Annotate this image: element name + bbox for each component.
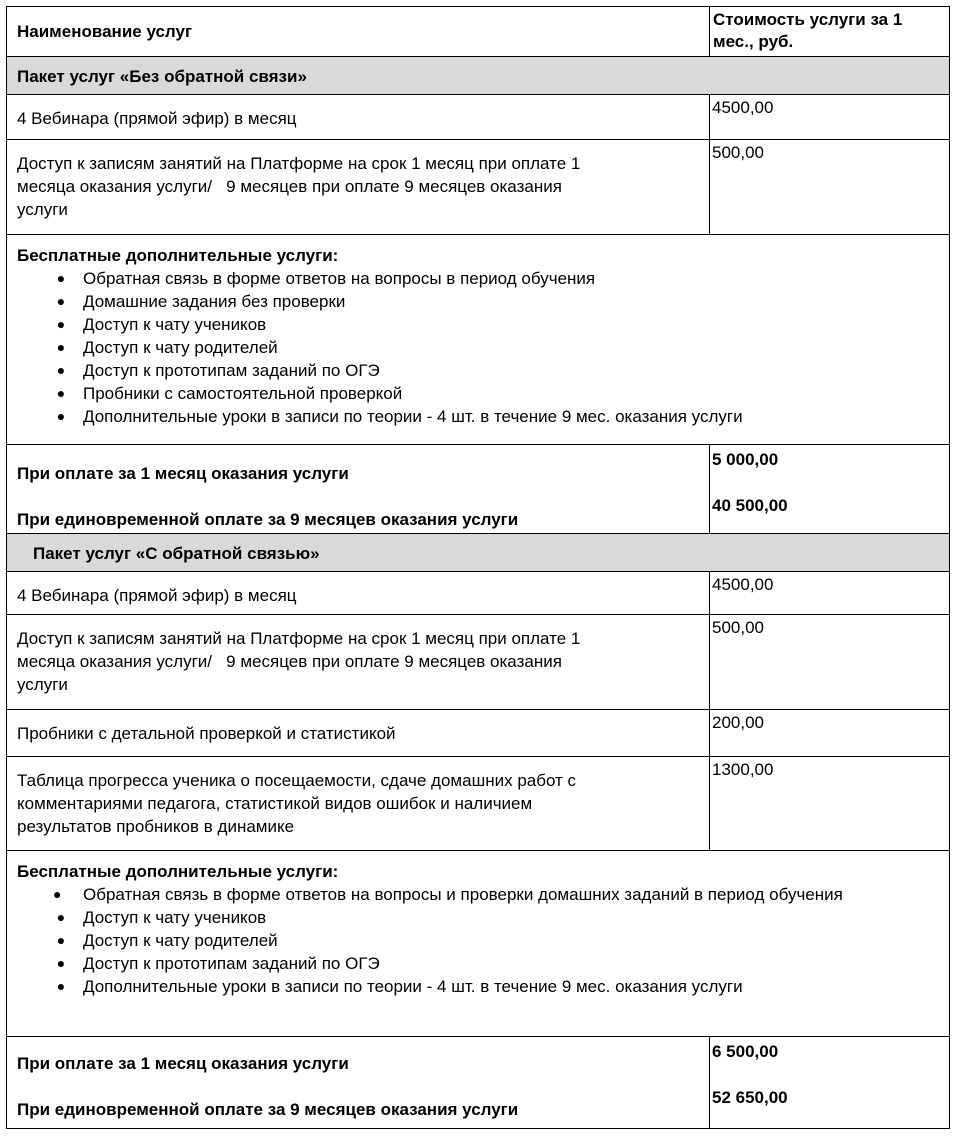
service-name-cell [7, 140, 710, 235]
list-item: ● Доступ к чату учеников [17, 906, 939, 929]
bullet-icon: ● [56, 978, 66, 994]
service-cost-cell [710, 757, 950, 851]
service-name [17, 615, 709, 696]
service-name-cell [7, 710, 710, 757]
totals-value-cell [710, 445, 950, 534]
total-nine-months-label: При единовременной оплате за 9 месяцев оказания услуги [17, 510, 519, 529]
service-cost: 4500,00 [712, 575, 774, 594]
bullet-icon: ● [56, 408, 66, 424]
service-name: 4 Вебинара (прямой эфир) в месяц [17, 586, 297, 605]
free-services-row [7, 235, 950, 445]
totals-row [7, 1037, 950, 1129]
service-name-line: месяца оказания услуги/ 9 месяцев при оплате 9 месяцев оказания [17, 177, 562, 196]
package-title-row [7, 534, 950, 572]
totals-row [7, 445, 950, 534]
free-services-list [17, 267, 939, 428]
service-name-line: услуги [17, 200, 68, 219]
column-header-cost [710, 7, 950, 57]
free-services-cell [7, 851, 950, 1037]
list-item: ● Доступ к прототипам заданий по ОГЭ [17, 952, 939, 975]
package-title-row [7, 57, 950, 95]
service-cost: 200,00 [712, 713, 764, 732]
total-monthly-value: 5 000,00 [712, 450, 779, 469]
free-services-row [7, 851, 950, 1037]
service-name-line: месяца оказания услуги/ 9 месяцев при оплате 9 месяцев оказания [17, 652, 562, 671]
package-title-cell [7, 57, 950, 95]
package-title: Пакет услуг «Без обратной связи» [17, 67, 307, 86]
total-monthly-label: При оплате за 1 месяц оказания услуги [17, 464, 349, 483]
service-name: Пробники с детальной проверкой и статистикой [17, 724, 396, 743]
service-cost: 500,00 [712, 618, 764, 637]
list-item: ● Дополнительные уроки в записи по теории - 4 шт. в течение 9 мес. оказания услуги [17, 405, 939, 428]
total-nine-months-value: 52 650,00 [712, 1088, 788, 1107]
package-title-cell [7, 534, 950, 572]
service-name: 4 Вебинара (прямой эфир) в месяц [17, 109, 297, 128]
column-header-name [7, 7, 710, 57]
list-item: ● Домашние задания без проверки [17, 290, 939, 313]
list-item: ● Дополнительные уроки в записи по теории - 4 шт. в течение 9 мес. оказания услуги [17, 975, 939, 998]
bullet-icon: ● [53, 886, 62, 902]
service-cost-cell [710, 140, 950, 235]
list-item: ● Доступ к прототипам заданий по ОГЭ [17, 359, 939, 382]
bullet-icon: ● [56, 932, 66, 948]
total-nine-months-value: 40 500,00 [712, 496, 788, 515]
service-name-line: комментариями педагога, статистикой видов ошибок и наличием [17, 794, 533, 813]
bullet-icon: ● [56, 362, 66, 378]
bullet-icon: ● [56, 270, 66, 286]
list-item: ● Обратная связь в форме ответов на вопросы в период обучения [17, 267, 939, 290]
list-item: ● Доступ к чату родителей [17, 336, 939, 359]
table-row [7, 140, 950, 235]
bullet-icon: ● [56, 339, 66, 355]
column-header-cost-line1: Стоимость услуги за 1 [713, 10, 903, 29]
list-item: ● Доступ к чату родителей [17, 929, 939, 952]
table-row [7, 572, 950, 615]
service-name-line: Таблица прогресса ученика о посещаемости, сдаче домашних работ с [17, 771, 577, 790]
service-cost-cell [710, 95, 950, 140]
totals-value-cell [710, 1037, 950, 1129]
free-services-list [17, 883, 939, 998]
service-name-cell [7, 757, 710, 851]
list-item: ● Обратная связь в форме ответов на вопросы и проверки домашних заданий в период обучения [53, 885, 843, 904]
totals-label-cell [7, 1037, 710, 1129]
service-cost: 500,00 [712, 143, 764, 162]
service-cost-cell [710, 572, 950, 615]
free-services-title: Бесплатные дополнительные услуги: [17, 246, 339, 265]
service-name-line: услуги [17, 675, 68, 694]
column-header-cost-line2: мес., руб. [713, 32, 794, 51]
list-item: ● Доступ к чату учеников [17, 313, 939, 336]
service-name-cell [7, 615, 710, 710]
service-cost-cell [710, 615, 950, 710]
free-services-title: Бесплатные дополнительные услуги: [17, 862, 339, 881]
service-name-cell [7, 95, 710, 140]
service-cost: 4500,00 [712, 98, 774, 117]
column-header-name-label: Наименование услуг [17, 22, 193, 41]
service-name-cell [7, 572, 710, 615]
total-monthly-value: 6 500,00 [712, 1042, 779, 1061]
bullet-icon: ● [56, 293, 66, 309]
bullet-icon: ● [56, 385, 66, 401]
package-title: Пакет услуг «С обратной связью» [33, 544, 320, 563]
price-table [6, 6, 950, 1129]
service-name-line: результатов пробников в динамике [17, 817, 295, 836]
totals-label-cell [7, 445, 710, 534]
total-monthly-label: При оплате за 1 месяц оказания услуги [17, 1054, 349, 1073]
bullet-icon: ● [56, 955, 66, 971]
service-name [17, 757, 709, 838]
total-nine-months-label: При единовременной оплате за 9 месяцев оказания услуги [17, 1100, 519, 1119]
service-name [17, 140, 709, 221]
table-row [7, 710, 950, 757]
bullet-icon: ● [56, 316, 66, 332]
service-name-line: Доступ к записям занятий на Платформе на срок 1 месяц при оплате 1 [17, 629, 581, 648]
table-header-row [7, 7, 950, 57]
table-row [7, 95, 950, 140]
table-row [7, 615, 950, 710]
service-name-line: Доступ к записям занятий на Платформе на срок 1 месяц при оплате 1 [17, 154, 581, 173]
table-row [7, 757, 950, 851]
service-cost-cell [710, 710, 950, 757]
bullet-icon: ● [56, 909, 66, 925]
service-cost: 1300,00 [712, 760, 774, 779]
free-services-cell [7, 235, 950, 445]
list-item: ● Пробники с самостоятельной проверкой [17, 382, 939, 405]
